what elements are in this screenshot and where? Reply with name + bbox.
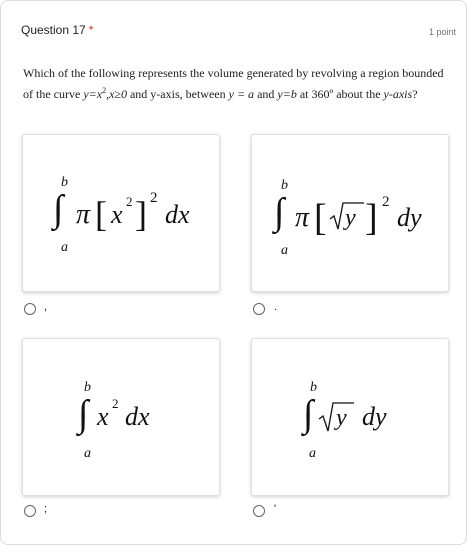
- svg-text:b: b: [84, 380, 91, 395]
- left-bracket: [: [95, 194, 107, 234]
- option-4-image[interactable]: [251, 338, 449, 496]
- option-1-radio[interactable]: [24, 303, 36, 315]
- svg-text:a: a: [281, 243, 288, 258]
- svg-text:2: 2: [150, 190, 158, 206]
- option-4-radio[interactable]: [253, 505, 265, 517]
- svg-text:2: 2: [382, 194, 390, 210]
- integral-sign: ∫: [274, 191, 285, 233]
- integral-sign: ∫: [78, 393, 89, 435]
- svg-text:dy: dy: [362, 402, 387, 431]
- option-3-formula: [23, 339, 219, 495]
- option-3-image[interactable]: [22, 338, 220, 496]
- option-1-label: ,: [44, 301, 48, 313]
- svg-text:b: b: [61, 175, 68, 190]
- left-bracket: [: [314, 197, 327, 239]
- right-bracket: ]: [135, 194, 147, 234]
- svg-text:a: a: [309, 446, 316, 461]
- option-3-label: ;: [44, 503, 48, 515]
- points-label: 1 point: [428, 27, 456, 37]
- svg-text:b: b: [310, 380, 317, 395]
- right-bracket: ]: [365, 197, 378, 239]
- svg-text:2: 2: [126, 194, 133, 209]
- svg-text:π: π: [295, 202, 310, 233]
- option-2-label: .: [274, 301, 278, 313]
- svg-text:x: x: [97, 402, 109, 431]
- svg-text:π: π: [76, 199, 91, 230]
- svg-text:y: y: [336, 405, 347, 431]
- svg-text:a: a: [84, 446, 91, 461]
- option-2-radio[interactable]: [253, 303, 265, 315]
- option-4-label: ': [274, 503, 277, 515]
- svg-text:dx: dx: [165, 200, 190, 229]
- integral-sign: ∫: [53, 188, 64, 230]
- option-3-radio[interactable]: [24, 505, 36, 517]
- required-marker: *: [88, 23, 94, 37]
- svg-text:dy: dy: [397, 203, 422, 232]
- svg-text:dx: dx: [125, 402, 150, 431]
- option-1-formula: [23, 135, 219, 291]
- integral-sign: ∫: [303, 393, 314, 435]
- option-1-image[interactable]: [22, 134, 220, 292]
- svg-text:x: x: [111, 200, 123, 229]
- svg-text:2: 2: [112, 396, 119, 411]
- question-title: Question 17 *: [21, 23, 94, 37]
- svg-text:y: y: [345, 205, 356, 231]
- option-4-formula: [252, 339, 448, 495]
- option-2-formula: [252, 135, 448, 291]
- svg-text:b: b: [281, 178, 288, 193]
- svg-text:a: a: [61, 240, 68, 255]
- option-2-image[interactable]: [251, 134, 449, 292]
- question-text: Which of the following represents the volume generated by revolving a region bounded of the curve $y=x^2,x\ge 0$ and y-axis, between y = a and y=b at 360º about the y-axis?: [23, 66, 444, 101]
